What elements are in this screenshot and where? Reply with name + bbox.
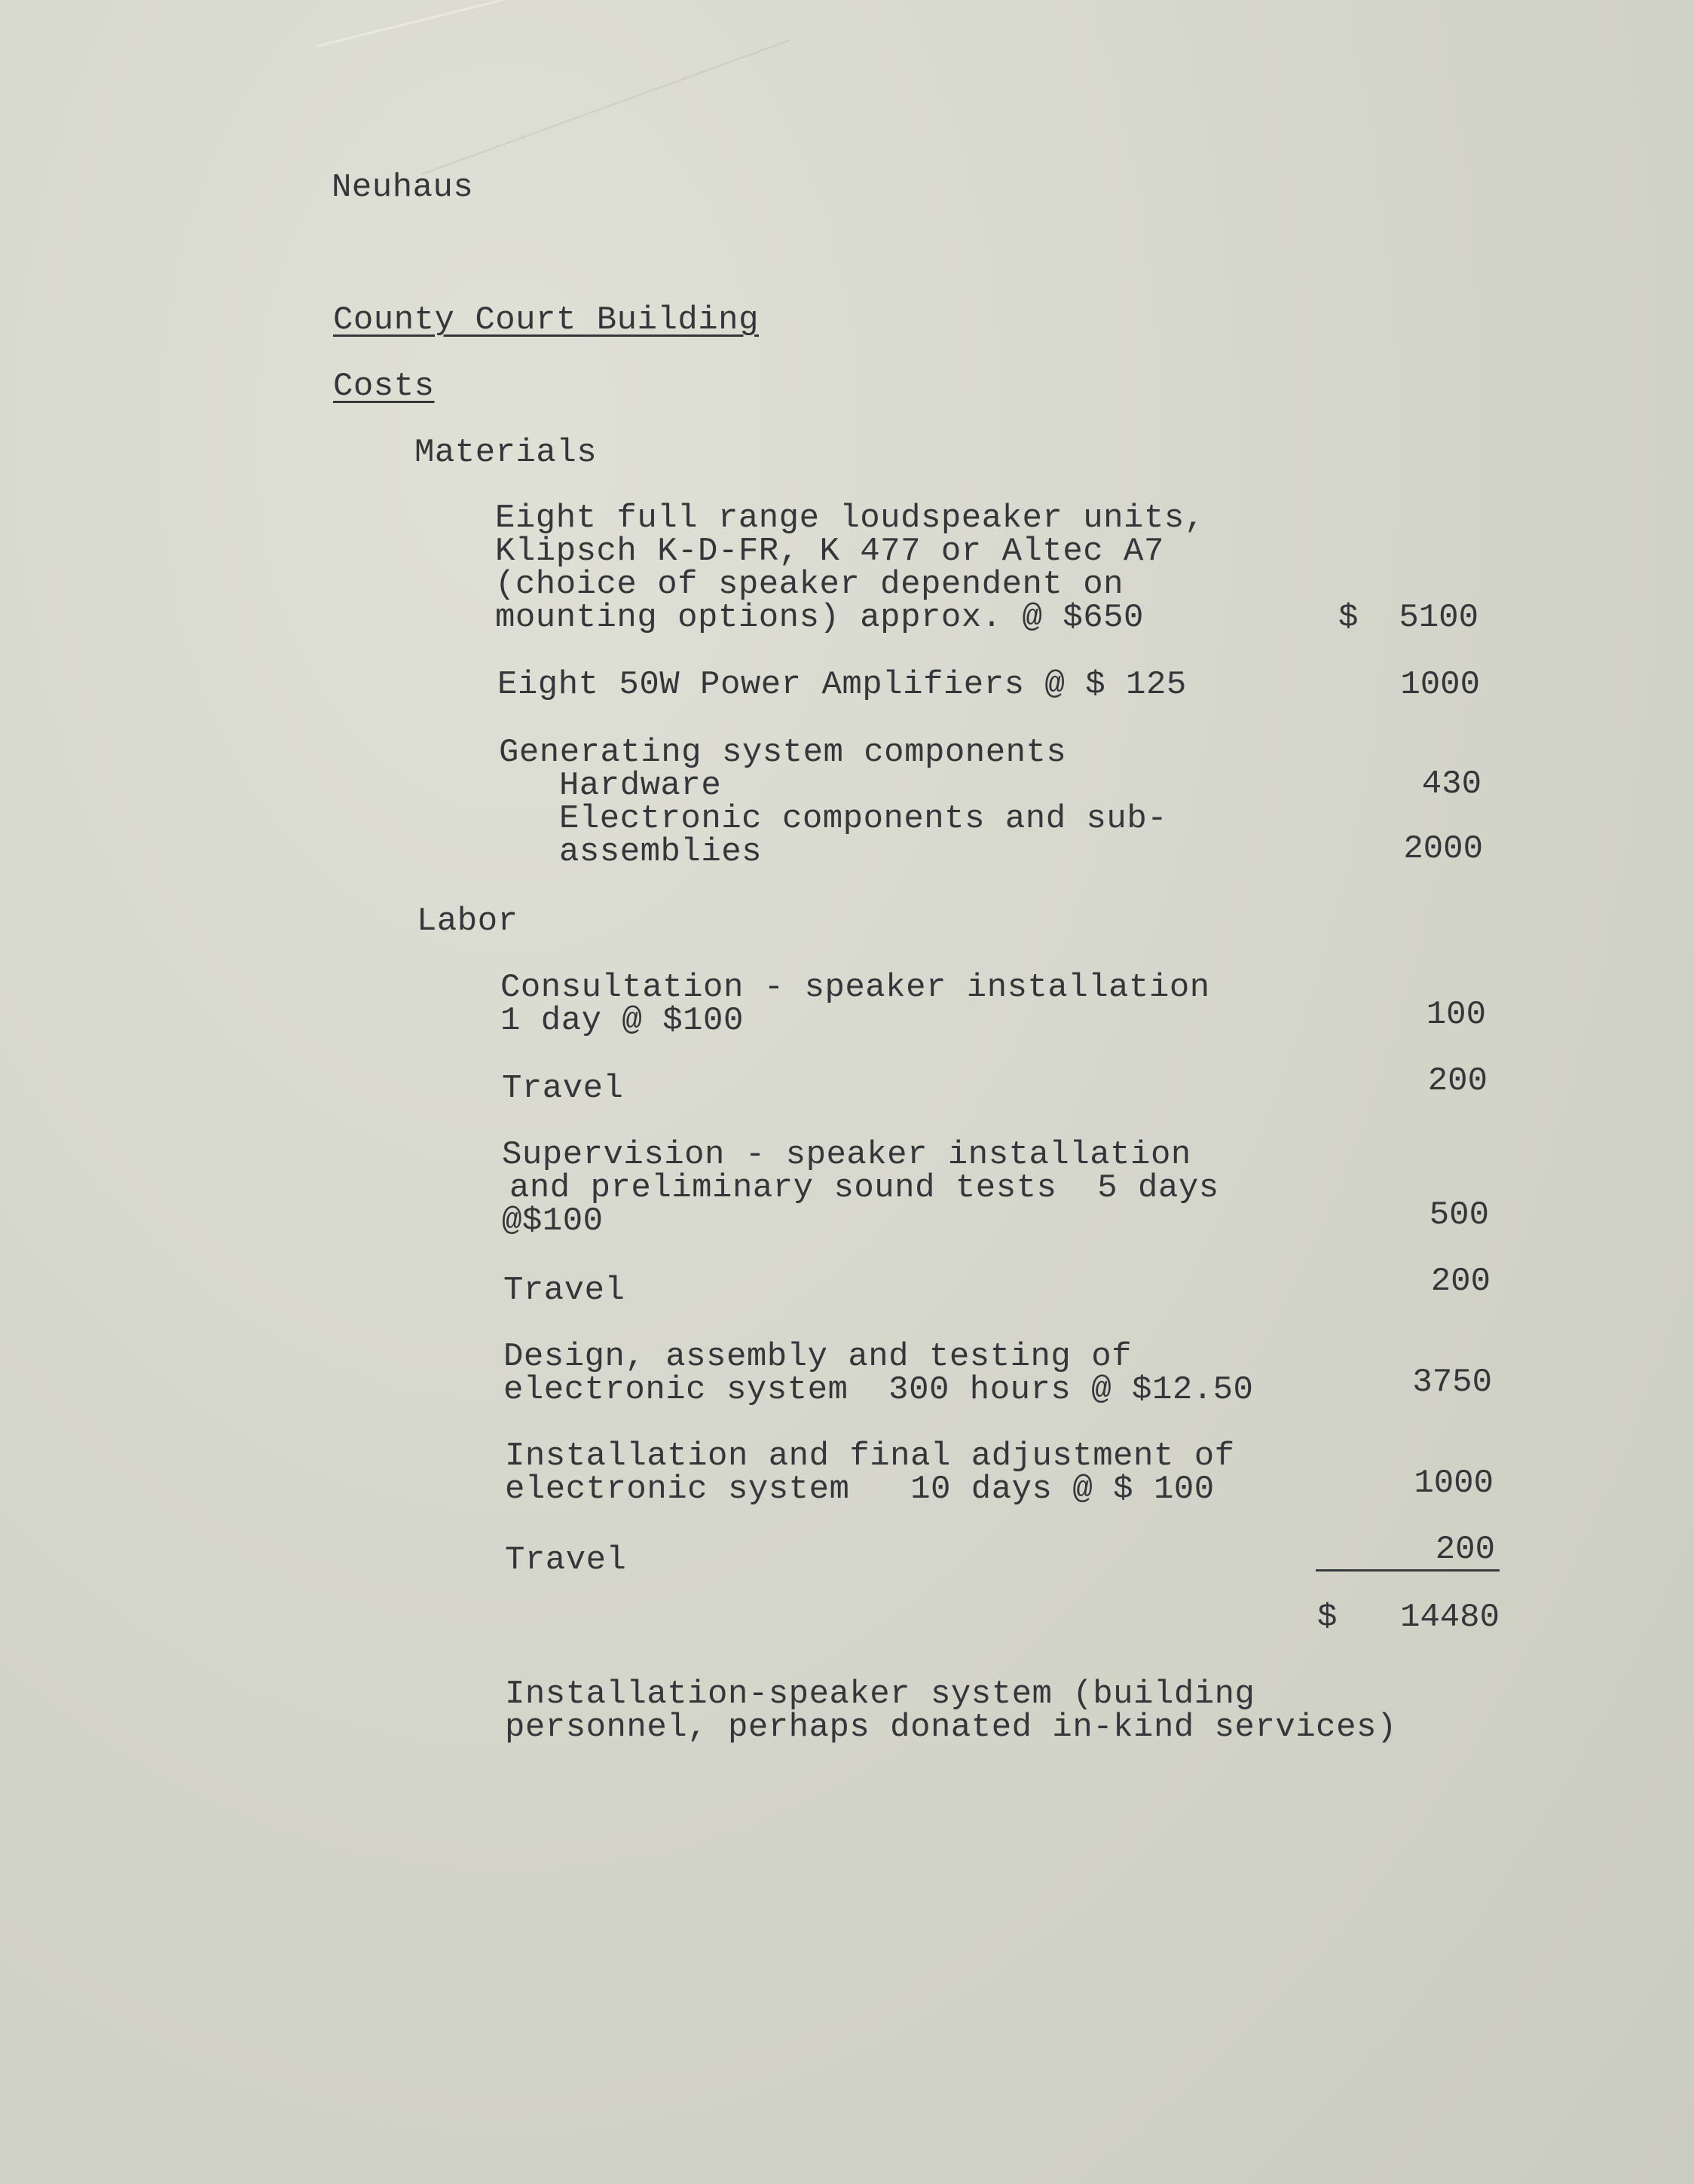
total-currency-sign: $: [1317, 1599, 1338, 1636]
amount-supervision: 500: [1429, 1196, 1489, 1234]
item-design-line-1: Design, assembly and testing of: [503, 1338, 1133, 1376]
item-supervision-line-2: and preliminary sound tests 5 days: [509, 1169, 1219, 1207]
amount-travel-3: 200: [1435, 1531, 1495, 1569]
item-amplifiers: Eight 50W Power Amplifiers @ $ 125: [497, 666, 1187, 704]
amount-design: 3750: [1412, 1364, 1492, 1401]
labor-heading: Labor: [417, 903, 518, 940]
amount-loudspeakers: 5100: [1399, 599, 1478, 637]
amount-travel-2: 200: [1430, 1263, 1491, 1300]
item-installation-line-2: electronic system 10 days @ $ 100: [505, 1471, 1215, 1508]
item-loudspeakers-line-1: Eight full range loudspeaker units,: [495, 499, 1205, 537]
item-loudspeakers-line-4: mounting options) approx. @ $650: [495, 599, 1144, 637]
subitem-electronic-line-1: Electronic components and sub-: [559, 800, 1168, 838]
item-travel-3: Travel: [505, 1541, 627, 1579]
item-supervision-line-1: Supervision - speaker installation: [502, 1136, 1191, 1174]
total-amount: 14480: [1399, 1599, 1500, 1636]
item-loudspeakers-line-3: (choice of speaker dependent on: [495, 566, 1124, 603]
document-title: County Court Building: [333, 301, 759, 339]
item-generating-system: Generating system components: [499, 734, 1067, 771]
author-name: Neuhaus: [332, 169, 474, 206]
amount-installation: 1000: [1414, 1465, 1494, 1502]
amount-hardware: 430: [1421, 765, 1481, 803]
materials-heading: Materials: [414, 434, 598, 472]
item-design-line-2: electronic system 300 hours @ $12.50: [503, 1371, 1254, 1409]
amount-consultation: 100: [1426, 996, 1486, 1034]
item-installation-line-1: Installation and final adjustment of: [505, 1437, 1235, 1475]
item-supervision-line-3: @$100: [502, 1202, 604, 1240]
item-consultation-line-2: 1 day @ $100: [500, 1002, 744, 1040]
item-consultation-line-1: Consultation - speaker installation: [500, 969, 1210, 1006]
note-line-2: personnel, perhaps donated in-kind services): [505, 1709, 1397, 1746]
item-travel-2: Travel: [503, 1272, 625, 1309]
section-costs-heading: Costs: [333, 368, 435, 405]
subitem-electronic-line-2: assemblies: [559, 833, 763, 871]
note-line-1: Installation-speaker system (building: [505, 1675, 1255, 1713]
amount-amplifiers: 1000: [1400, 666, 1480, 704]
subitem-hardware: Hardware: [559, 767, 722, 805]
currency-sign: $: [1338, 599, 1359, 637]
amount-electronic-components: 2000: [1403, 830, 1483, 868]
item-loudspeakers-line-2: Klipsch K-D-FR, K 477 or Altec A7: [495, 533, 1164, 570]
total-rule: [1316, 1569, 1500, 1572]
amount-travel-1: 200: [1427, 1062, 1488, 1100]
item-travel-1: Travel: [502, 1070, 624, 1107]
